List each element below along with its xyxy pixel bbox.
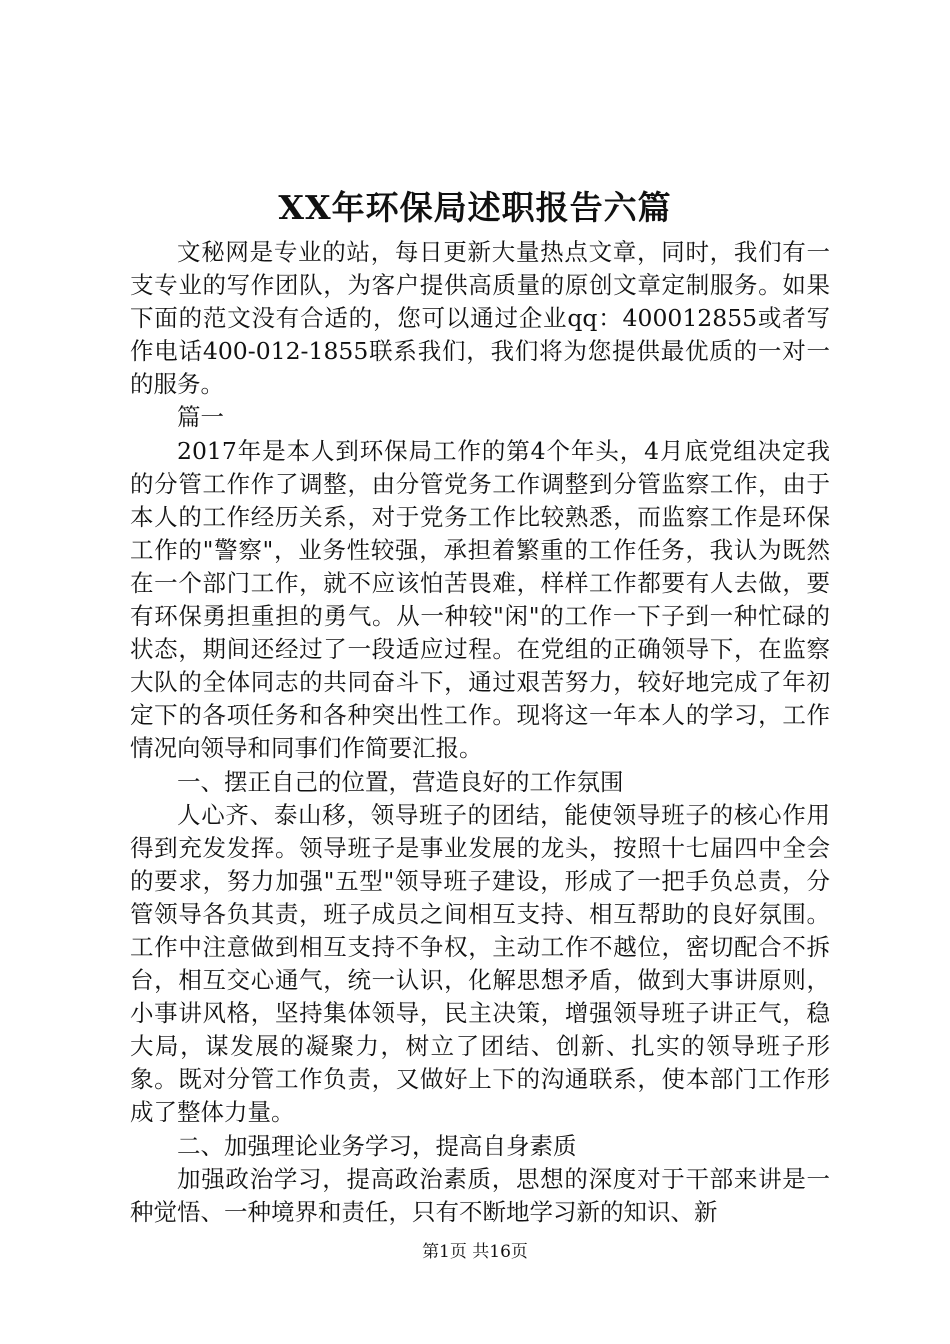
section-label-part-one: 篇一 bbox=[177, 403, 224, 432]
body-paragraph: 2017年是本人到环保局工作的第4个年头，4月底党组决定我的分管工作作了调整，由分管党务工作调整到分管监察工作，由于本人的工作经历关系，对于党务工作比较熟悉，而监察工作是环保工作的"警察"，业务性较强，承担着繁重的工作任务，我认为既然在一个部门工作，就不应该怕苦畏难，样样工作都要有人去做，要有环保勇担重担的勇气。从一种较"闲"的工作一下子到一种忙碌的状态，期间还经过了一段适应过程。在党组的正确领导下，在监察大队的全体同志的共同奋斗下，通过艰苦努力，较好地完成了年初定下的各项任务和各种突出性工作。现将这一年本人的学习，工作情况向领导和同事们作简要汇报。 bbox=[130, 436, 830, 763]
page-number-footer: 第1页 共16页 bbox=[422, 1242, 528, 1262]
section-heading-two: 二、加强理论业务学习，提高自身素质 bbox=[177, 1131, 577, 1160]
body-paragraph: 人心齐、泰山移，领导班子的团结，能使领导班子的核心作用得到充发发挥。领导班子是事业发展的龙头，按照十七届四中全会的要求，努力加强"五型"领导班子建设，形成了一把手负总责，分管领导各负其责，班子成员之间相互支持、相互帮助的良好氛围。工作中注意做到相互支持不争权，主动工作不越位，密切配合不拆台，相互交心通气，统一认识，化解思想矛盾，做到大事讲原则，小事讲风格，坚持集体领导，民主决策，增强领导班子讲正气，稳大局，谋发展的凝聚力，树立了团结、创新、扎实的领导班子形象。既对分管工作负责，又做好上下的沟通联系，使本部门工作形成了整体力量。 bbox=[130, 800, 830, 1127]
section-heading-one: 一、摆正自己的位置，营造良好的工作氛围 bbox=[177, 767, 624, 796]
document-title: XX年环保局述职报告六篇 bbox=[278, 188, 672, 227]
body-paragraph: 加强政治学习，提高政治素质，思想的深度对于干部来讲是一种觉悟、一种境界和责任，只有不断地学习新的知识、新 bbox=[130, 1164, 830, 1226]
intro-paragraph: 文秘网是专业的站，每日更新大量热点文章，同时，我们有一支专业的写作团队，为客户提供高质量的原创文章定制服务。如果下面的范文没有合适的，您可以通过企业qq：400012855或者写作电话400-012-1855联系我们，我们将为您提供最优质的一对一的服务。 bbox=[130, 238, 830, 399]
document-body bbox=[130, 236, 830, 1229]
